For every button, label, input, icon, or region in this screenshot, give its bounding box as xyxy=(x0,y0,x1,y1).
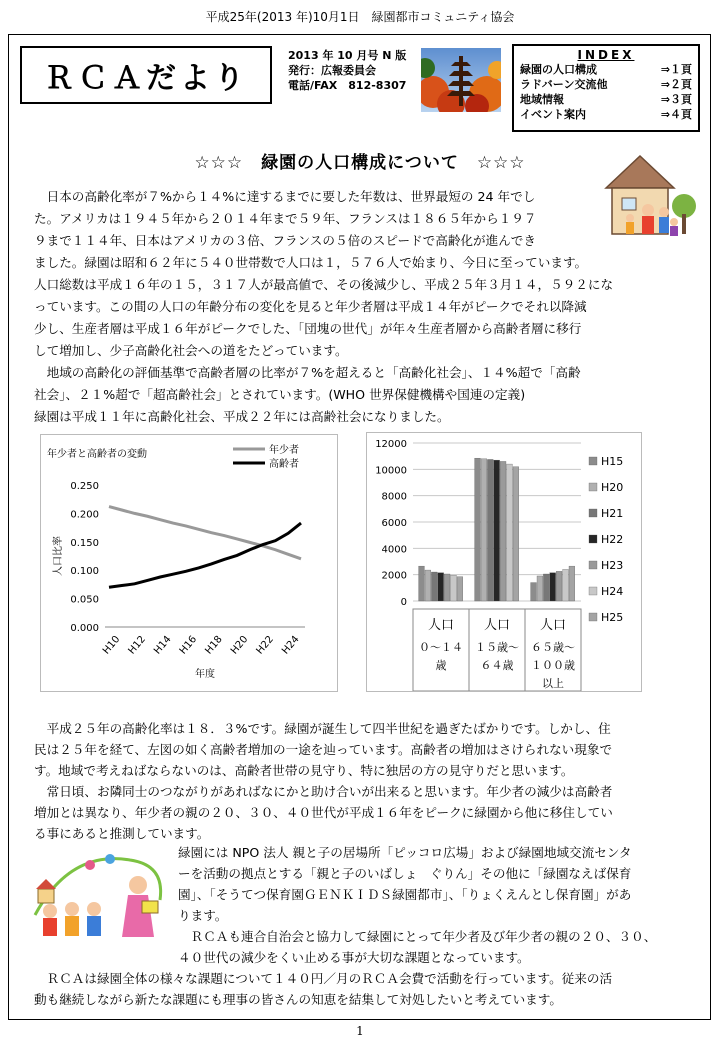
index-title: INDEX xyxy=(577,48,635,62)
y-tick-label: 0.000 xyxy=(70,623,99,634)
legend-label: H15 xyxy=(601,455,624,468)
category-label: ６４歳 xyxy=(480,659,514,672)
legend-swatch xyxy=(589,509,597,517)
y-tick-label: 4000 xyxy=(381,544,407,556)
x-tick-label: H10 xyxy=(100,633,123,657)
y-tick-label: 2000 xyxy=(381,570,407,582)
bar xyxy=(475,458,481,601)
article-intro: 日本の高齢化率が７%から１４%に達するまでに要した年数は、世界最短の 24 年でし た。アメリカは１９４５年から２０１４年まで５９年、フランスは１８６５年から１９７ ９まで１１４年、日本はアメリカの３倍、フランスの５倍のスピードで高齢化が進んでき ました。緑園は昭和６２年に５４０世帯数で人口は１，５７６人で始まり、今日に至っています。 xyxy=(34,189,588,270)
bar xyxy=(431,572,437,601)
y-tick-label: 0.250 xyxy=(70,481,99,492)
y-tick-label: 0.100 xyxy=(70,566,99,578)
category-label: 歳 xyxy=(435,659,447,672)
article-population: 人口総数は平成１６年の１５，３１７人が最高値で、その後減少し、平成２５年３月１４，５９２にな っています。この間の人口の年齢分布の変化を見ると年少者層は平成１４年がピークでそれ以降減 少し、生産者層は平成１６年がピークでした、「団塊の世代」が年々生産者層から高齢者層に移行 して増加し、少子高齢化社会への道をたどっています。 地域の高齢化の評価基準で高齢者層の比率が７%を超えると「高齢化社会」、１４%超で「高齢 社会」、２１%超で「超高齢社会」とされています。(WHO 世界保健機構や国連の定義) 緑園は平成１１年に高齢化社会、平成２２年には高齢社会になりました。 xyxy=(34,277,614,424)
y-tick-label: 0 xyxy=(400,597,407,608)
article-closing: ＲＣＡは緑園全体の様々な課題について１４０円／月のＲＣＡ会費で活動を行っています。従来の活 動も継続しながら新たな課題にも理事の皆さんの知恵を結集して対処したいと考えています。 xyxy=(34,971,613,1007)
category-label: １５歳～ xyxy=(475,641,519,654)
index-item[interactable]: ラドバーン交流他 ⇒２頁 xyxy=(520,78,692,91)
y-tick-label: 0.050 xyxy=(70,594,99,606)
series-line xyxy=(109,507,301,559)
bar xyxy=(531,583,537,601)
issue-label: 2013 年 10 月号 N 版 xyxy=(288,49,407,62)
x-tick-label: H18 xyxy=(203,633,225,657)
masthead-logo: ＲＣＡだより xyxy=(20,46,272,104)
series-line xyxy=(109,523,301,587)
category-label: 人口 xyxy=(427,618,455,633)
legend-swatch xyxy=(589,613,597,621)
legend-label: 高齢者 xyxy=(269,459,299,470)
line-chart xyxy=(41,435,337,691)
legend-swatch xyxy=(589,483,597,491)
bar xyxy=(451,575,457,601)
phone-label: 電話/FAX 812-8307 xyxy=(288,79,407,92)
bar xyxy=(513,467,519,601)
legend-label: H21 xyxy=(601,507,624,520)
x-tick-label: H20 xyxy=(228,633,251,657)
legend-swatch xyxy=(589,535,597,543)
y-tick-label: 12000 xyxy=(375,439,407,450)
bar xyxy=(494,460,500,601)
x-tick-label: H22 xyxy=(254,633,277,657)
bar xyxy=(457,577,463,601)
publisher-label: 発行：広報委員会 xyxy=(288,64,376,77)
category-label: 以上 xyxy=(542,677,564,690)
legend-label: H22 xyxy=(601,533,624,546)
index-item[interactable]: イベント案内 ⇒４頁 xyxy=(520,108,692,121)
legend-swatch xyxy=(589,561,597,569)
bar xyxy=(569,566,575,601)
index-item[interactable]: 緑園の人口構成 ⇒１頁 xyxy=(520,63,692,76)
article-aging-rate: 平成２５年の高齢化率は１８．３%です。緑園が誕生して四半世紀を過ぎたばかりです。しかし、住 民は２５年を経て、左図の如く高齢者増加の一途を辿っています。高齢者の増加はさけられない現象で す。地域で考えねばならないのは、高齢者世帯の見守り、特に独居の方の見守りだと思います。 常日頃、お隣同士のつながりがあればなにかと助け合いが出来ると思います。年少者の減少は高齢者 増加とは異なり、年少者の親の２０、３０、４０世代が平成１６年をピークに緑園から他に移住してい る事にあると推測しています。 xyxy=(34,721,613,841)
x-tick-label: H12 xyxy=(126,633,149,657)
y-tick-label: 8000 xyxy=(381,491,407,503)
index-item[interactable]: 地域情報 ⇒３頁 xyxy=(520,93,692,106)
page-number: 1 xyxy=(356,1024,364,1038)
bar xyxy=(481,459,487,601)
bar xyxy=(550,573,556,601)
y-tick-label: 10000 xyxy=(375,465,407,477)
legend-swatch xyxy=(589,457,597,465)
bar-chart xyxy=(367,433,641,691)
article-headline: ☆☆☆ 緑園の人口構成について ☆☆☆ xyxy=(194,153,526,173)
legend-label: H20 xyxy=(601,481,624,494)
bar xyxy=(419,566,425,601)
bar xyxy=(500,461,506,601)
temple-photo xyxy=(421,48,501,112)
legend-label: 年少者 xyxy=(269,445,299,456)
x-axis-label: 年度 xyxy=(195,669,215,680)
line-chart-panel xyxy=(40,434,338,692)
y-axis-label: 人口比率 xyxy=(53,536,64,576)
bar-chart-panel xyxy=(366,432,642,692)
legend-label: H25 xyxy=(601,611,624,624)
y-tick-label: 6000 xyxy=(381,518,407,529)
category-label: 人口 xyxy=(539,618,567,633)
bar xyxy=(537,576,543,601)
index-box xyxy=(512,44,700,132)
x-tick-label: H14 xyxy=(152,633,174,657)
category-label: ６５歳～ xyxy=(531,641,575,654)
category-label: 人口 xyxy=(483,618,511,633)
legend-swatch xyxy=(589,587,597,595)
y-tick-label: 0.200 xyxy=(70,509,99,521)
bar xyxy=(507,464,513,601)
bar xyxy=(556,571,562,601)
bar xyxy=(563,569,569,601)
chart-title: 年少者と高齢者の変動 xyxy=(47,449,147,460)
bar xyxy=(425,570,431,601)
bar xyxy=(487,459,493,601)
y-tick-label: 0.150 xyxy=(70,537,99,549)
issue-info xyxy=(288,48,406,93)
category-label: ０～１４ xyxy=(419,641,463,654)
x-tick-label: H16 xyxy=(177,633,200,657)
bar xyxy=(438,573,444,601)
legend-label: H24 xyxy=(601,585,624,598)
children-illustration xyxy=(30,845,170,945)
article-childcare: 緑園には NPO 法人 親と子の居場所「ピッコロ広場」および緑園地域交流センタ ーを活動の拠点とする「親と子のいばしょ ぐりん」その他に「緑園なえば保育 園」、「そうてつ保育園ＧＥＮＫＩＤＳ緑園都市」、「りょくえんとし保育園」があ ります。 ＲＣＡも連合自治会と協力して緑園にとって年少者及び年少者の親の２０、３０、 ４０世代の減少をくい止める事が大切な課題となっています。 xyxy=(178,845,657,965)
bar xyxy=(444,574,450,601)
bar xyxy=(543,574,549,601)
legend-label: H23 xyxy=(601,559,624,572)
category-label: １００歳 xyxy=(531,659,575,672)
header-date: 平成25年(2013 年)10月1日 緑園都市コミュニティ協会 xyxy=(205,10,515,24)
x-tick-label: H24 xyxy=(280,633,302,657)
